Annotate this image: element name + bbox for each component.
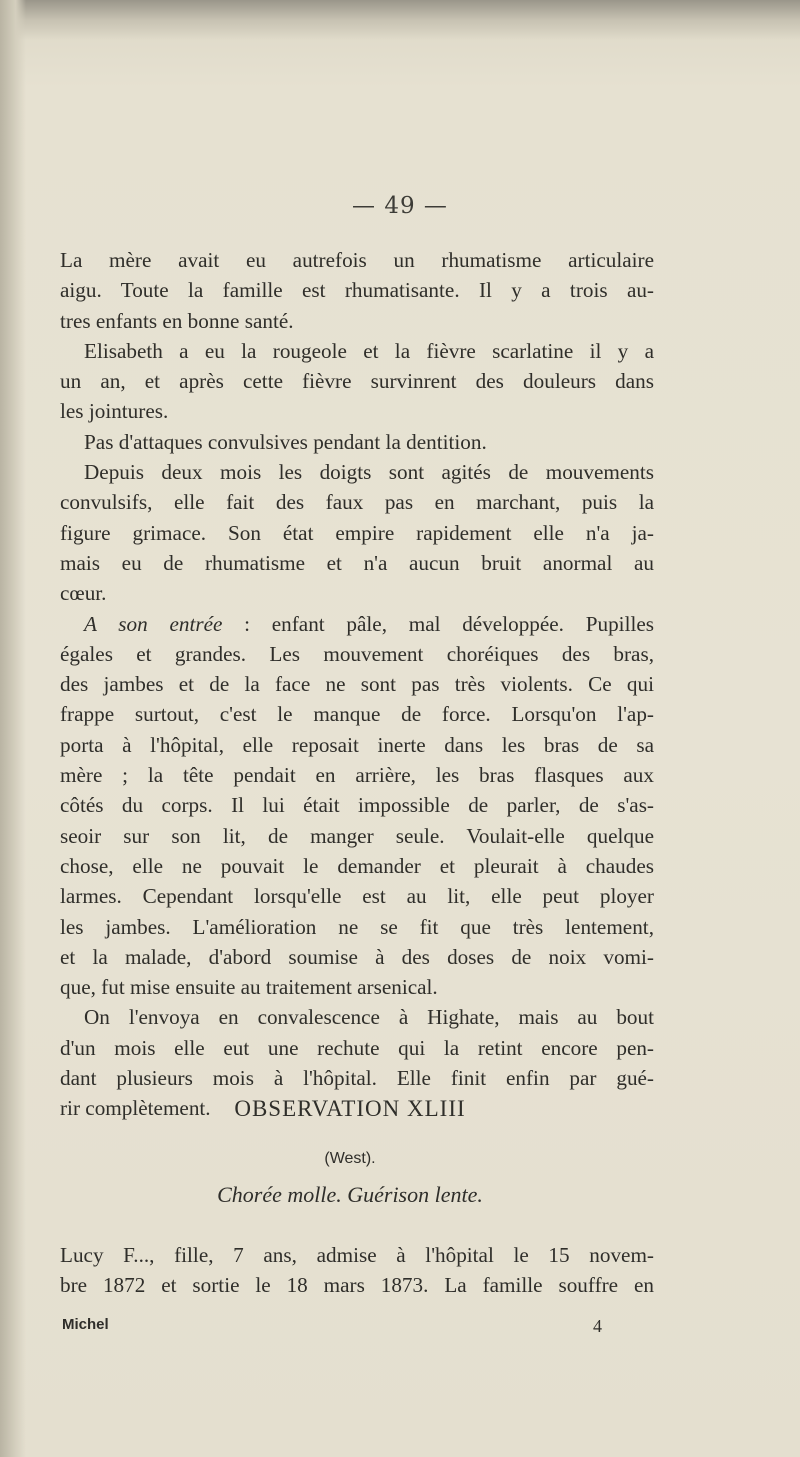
- text-line: mais eu de rhumatisme et n'a aucun bruit anormal au: [60, 550, 654, 575]
- text-line: convulsifs, elle fait des faux pas en marchant, puis la: [60, 490, 654, 515]
- observation-subtitle: Chorée molle. Guérison lente.: [217, 1182, 483, 1207]
- text-line: aigu. Toute la famille est rhumatisante. Il y a trois au-: [60, 278, 654, 303]
- text-line: bre 1872 et sortie le 18 mars 1873. La famille souffre en: [60, 1273, 654, 1298]
- text-line: tres enfants en bonne santé.: [60, 308, 294, 333]
- observation-title: OBSERVATION XLIII: [234, 1096, 466, 1121]
- text-line: mère ; la tête pendait en arrière, les bras flasques aux: [60, 763, 654, 788]
- text-line: La mère avait eu autrefois un rhumatisme articulaire: [60, 248, 654, 272]
- entry-rest: : enfant pâle, mal développée. Pupilles: [222, 611, 654, 636]
- text-line: d'un mois elle eut une rechute qui la retint encore pen-: [60, 1035, 654, 1060]
- body-text: [60, 245, 654, 1124]
- italic-prefix: A son entrée: [84, 611, 223, 636]
- text-line: un an, et après cette fièvre survinrent des douleurs dans: [60, 369, 654, 394]
- text-line: cœur.: [60, 581, 107, 606]
- text-line: que, fut mise ensuite au traitement arsenical.: [60, 975, 438, 1000]
- text-line: seoir sur son lit, de manger seule. Voulait-elle quelque: [60, 823, 654, 848]
- footer-author: Michel: [62, 1316, 109, 1333]
- text-line: et la malade, d'abord soumise à des doses de noix vomi-: [60, 944, 654, 969]
- text-line: les jambes. L'amélioration ne se fit que très lentement,: [60, 914, 654, 939]
- text-line: égales et grandes. Les mouvement choréiques des bras,: [60, 641, 654, 666]
- text-line: Elisabeth a eu la rougeole et la fièvre scarlatine il y a: [84, 338, 654, 363]
- text-line: figure grimace. Son état empire rapidement elle n'a ja-: [60, 520, 654, 545]
- footer-signature: 4: [593, 1316, 602, 1336]
- text-line: rir complètement.: [60, 1096, 211, 1121]
- text-line: frappe surtout, c'est le manque de force. Lorsqu'on l'ap-: [60, 702, 654, 727]
- observation-text: [60, 1240, 654, 1301]
- text-line: côtés du corps. Il lui était impossible de parler, de s'as-: [60, 793, 654, 818]
- text-line: les jointures.: [60, 399, 169, 424]
- text-line: porta à l'hôpital, elle reposait inerte dans les bras de sa: [60, 732, 654, 757]
- text-line: On l'envoya en convalescence à Highate, mais au bout: [84, 1005, 654, 1030]
- text-line: dant plusieurs mois à l'hôpital. Elle finit enfin par gué-: [60, 1066, 654, 1091]
- text-line: Depuis deux mois les doigts sont agités de mouvements: [84, 460, 654, 485]
- text-line: chose, elle ne pouvait le demander et pleurait à chaudes: [60, 853, 654, 878]
- text-line-entry: [60, 609, 654, 639]
- page-top-shadow: [0, 0, 800, 40]
- text-line: des jambes et de la face ne sont pas très violents. Ce qui: [60, 672, 654, 697]
- text-line: Pas d'attaques convulsives pendant la dentition.: [84, 429, 487, 454]
- text-line: larmes. Cependant lorsqu'elle est au lit, elle peut ployer: [60, 884, 654, 909]
- text-line: Lucy F..., fille, 7 ans, admise à l'hôpital le 15 novem-: [60, 1243, 654, 1267]
- observation-author: (West).: [324, 1150, 376, 1167]
- page-number: — 49 —: [352, 193, 448, 219]
